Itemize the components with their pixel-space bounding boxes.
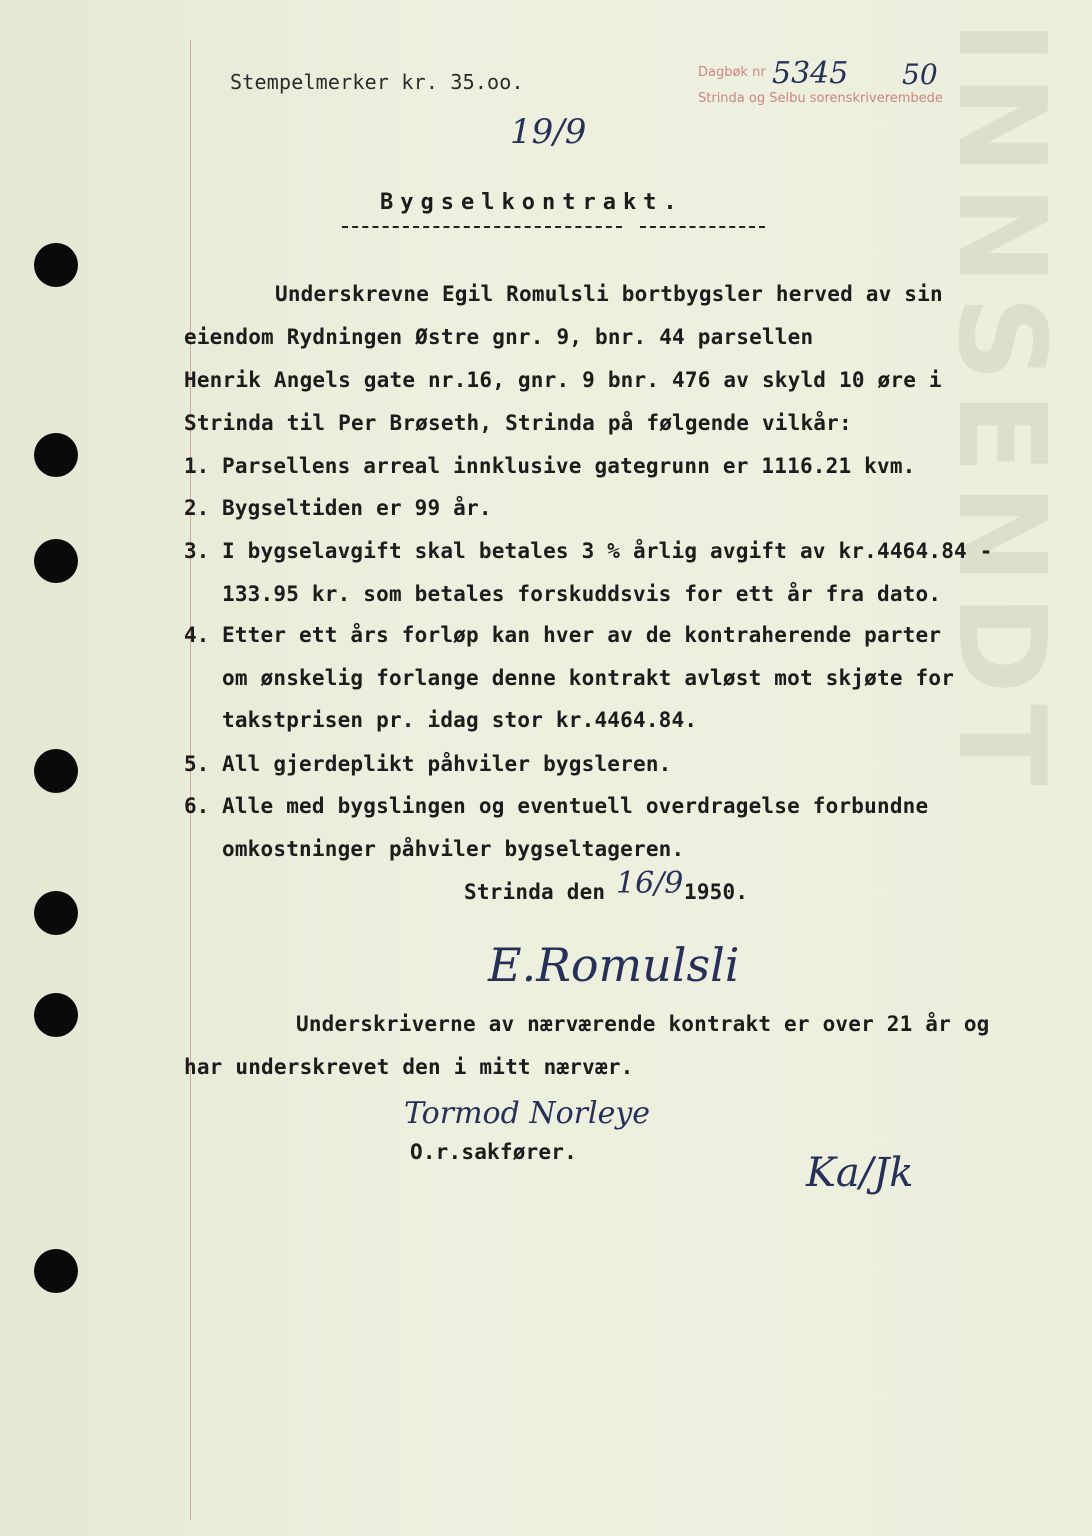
term-text: om ønskelig forlange denne kontrakt avløst mot skjøte for — [222, 666, 955, 690]
intro-line: eiendom Rydningen Østre gnr. 9, bnr. 44 parsellen — [184, 325, 814, 349]
term-number: 4. — [184, 623, 210, 647]
term-number: 6. — [184, 794, 210, 818]
intro-line: Henrik Angels gate nr.16, gnr. 9 bnr. 476 av skyld 10 øre i — [184, 368, 942, 392]
punch-hole — [34, 1249, 78, 1293]
witness-statement-line: Underskriverne av nærværende kontrakt er over 21 år og — [296, 1012, 990, 1036]
margin-note: Ka/Jk — [806, 1150, 914, 1196]
punch-hole — [34, 433, 78, 477]
register-year: 50 — [902, 58, 938, 91]
term-number: 5. — [184, 752, 210, 776]
witness-statement-line: har underskrevet den i mitt nærvær. — [184, 1055, 634, 1079]
watermark: INNSENDT — [931, 20, 1070, 796]
term-text: omkostninger påhviler bygseltageren. — [222, 837, 685, 861]
punch-hole — [34, 243, 78, 287]
handwritten-date: 19/9 — [510, 112, 587, 152]
punch-hole — [34, 749, 78, 793]
term-number: 2. — [184, 496, 210, 520]
punch-hole — [34, 539, 78, 583]
punch-hole — [34, 891, 78, 935]
stamp-duty-text: Stempelmerker kr. 35.oo. — [230, 70, 524, 94]
title-underline — [640, 226, 765, 228]
punch-hole — [34, 993, 78, 1037]
intro-line: Strinda til Per Brøseth, Strinda på følgende vilkår: — [184, 411, 852, 435]
term-text: I bygselavgift skal betales 3 % årlig avgift av kr.4464.84 - — [222, 539, 993, 563]
witness-signature: Tormod Norleye — [404, 1096, 651, 1131]
register-number: 5345 — [772, 56, 849, 91]
term-text: Bygseltiden er 99 år. — [222, 496, 492, 520]
witness-title: O.r.sakfører. — [410, 1140, 577, 1164]
term-number: 3. — [184, 539, 210, 563]
place-date-handwritten: 16/9 — [616, 866, 684, 901]
place-date-prefix: Strinda den — [464, 880, 606, 904]
term-text: All gjerdeplikt påhviler bygsleren. — [222, 752, 672, 776]
place-date-year: 1950. — [684, 880, 749, 904]
register-stamp: Dagbøk nr — [698, 65, 766, 80]
document-title: Bygselkontrakt. — [380, 190, 684, 215]
intro-line: Underskrevne Egil Romulsli bortbygsler herved av sin — [275, 282, 943, 306]
title-underline — [342, 226, 622, 228]
term-text: Parsellens arreal innklusive gategrunn er 1116.21 kvm. — [222, 454, 916, 478]
margin-rule — [190, 40, 191, 1520]
term-number: 1. — [184, 454, 210, 478]
term-text: Alle med bygslingen og eventuell overdragelse forbundne — [222, 794, 929, 818]
term-text: takstprisen pr. idag stor kr.4464.84. — [222, 708, 698, 732]
landlord-signature: E.Romulsli — [488, 938, 740, 992]
term-text: Etter ett års forløp kan hver av de kontraherende parter — [222, 623, 942, 647]
term-text: 133.95 kr. som betales forskuddsvis for ett år fra dato. — [222, 582, 942, 606]
register-stamp-line2: Strinda og Selbu sorenskriverembede — [698, 91, 943, 106]
